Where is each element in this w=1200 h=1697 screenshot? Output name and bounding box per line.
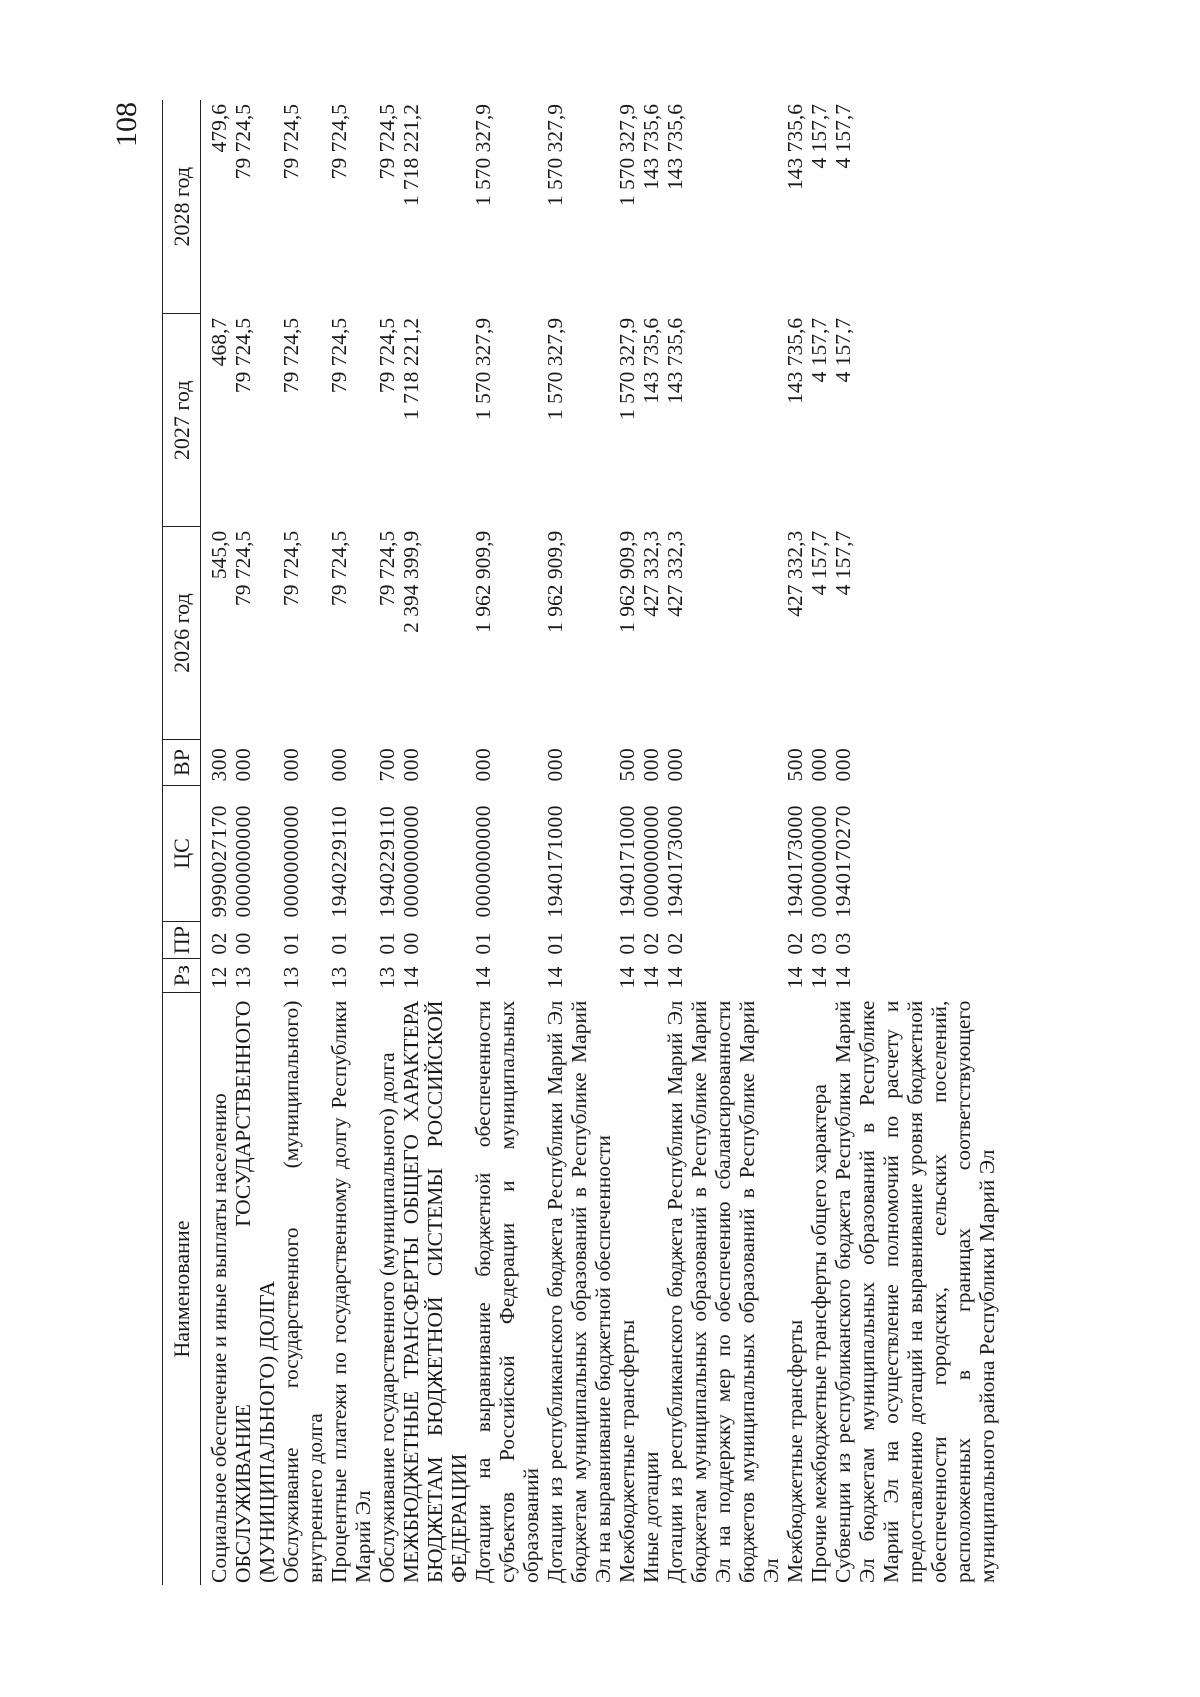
row-2027: 143 735,6 bbox=[663, 317, 687, 404]
row-name: Дотации из республиканского бюджета Республики Марий Эл бюджетам муниципальных образований в Республике Марий Эл на выравнивание бюджетной обеспеченности bbox=[543, 1000, 615, 1583]
table-body bbox=[201, 100, 1000, 1585]
row-2027: 4 157,7 bbox=[807, 317, 831, 383]
row-2026: 1 962 909,9 bbox=[471, 530, 495, 633]
row-vr: 000 bbox=[639, 747, 663, 782]
row-vr: 700 bbox=[375, 747, 399, 782]
row-rz: 14 bbox=[639, 966, 663, 989]
row-2026: 1 962 909,9 bbox=[543, 530, 567, 633]
row-cs: 0000000000 bbox=[279, 804, 303, 918]
row-rz: 13 bbox=[375, 966, 399, 989]
row-name: ОБСЛУЖИВАНИЕ ГОСУДАРСТВЕННОГО (МУНИЦИПАЛЬНОГО) ДОЛГА bbox=[231, 1000, 279, 1583]
row-pr: 01 bbox=[327, 932, 351, 955]
row-rz: 14 bbox=[399, 966, 423, 989]
row-cs: 0000000000 bbox=[471, 804, 495, 918]
row-cs: 1940173000 bbox=[663, 804, 687, 918]
row-vr: 000 bbox=[231, 747, 255, 782]
row-rz: 14 bbox=[831, 966, 855, 989]
row-2028: 1 718 221,2 bbox=[399, 104, 423, 207]
table-row bbox=[201, 100, 232, 1585]
row-name: Процентные платежи по государственному долгу Республики Марий Эл bbox=[327, 1000, 375, 1583]
table-row bbox=[543, 100, 615, 1585]
row-cs: 1940170270 bbox=[831, 804, 855, 918]
row-vr: 300 bbox=[207, 747, 231, 782]
row-vr: 500 bbox=[615, 747, 639, 782]
row-pr: 00 bbox=[399, 932, 423, 955]
row-pr: 01 bbox=[471, 932, 495, 955]
row-name: Иные дотации bbox=[639, 1451, 663, 1583]
row-cs: 1940173000 bbox=[783, 804, 807, 918]
row-2028: 1 570 327,9 bbox=[471, 104, 495, 207]
row-pr: 01 bbox=[615, 932, 639, 955]
row-vr: 000 bbox=[471, 747, 495, 782]
row-2026: 79 724,5 bbox=[327, 530, 351, 606]
row-rz: 14 bbox=[615, 966, 639, 989]
row-pr: 01 bbox=[375, 932, 399, 955]
row-2028: 143 735,6 bbox=[663, 104, 687, 190]
row-2026: 427 332,3 bbox=[783, 530, 807, 617]
table-header-row bbox=[163, 100, 201, 1585]
row-2027: 143 735,6 bbox=[639, 317, 663, 404]
row-2026: 79 724,5 bbox=[231, 530, 255, 606]
row-rz: 13 bbox=[327, 966, 351, 989]
row-2026: 1 962 909,9 bbox=[615, 530, 639, 633]
row-2026: 427 332,3 bbox=[663, 530, 687, 617]
row-cs: 0000000000 bbox=[807, 804, 831, 918]
row-cs: 9990027170 bbox=[207, 804, 231, 918]
row-vr: 500 bbox=[783, 747, 807, 782]
row-pr: 03 bbox=[831, 932, 855, 955]
table-row bbox=[783, 100, 807, 1585]
row-2027: 1 570 327,9 bbox=[543, 317, 567, 420]
row-2028: 4 157,7 bbox=[807, 104, 831, 169]
row-rz: 14 bbox=[471, 966, 495, 989]
table-row bbox=[807, 100, 831, 1585]
header-rz: Рз bbox=[163, 959, 201, 993]
header-2027: 2027 год bbox=[163, 314, 201, 527]
row-2028: 479,6 bbox=[207, 104, 231, 153]
row-vr: 000 bbox=[807, 747, 831, 782]
row-2027: 1 570 327,9 bbox=[471, 317, 495, 420]
row-pr: 02 bbox=[207, 932, 231, 955]
table-row bbox=[615, 100, 639, 1585]
table-row bbox=[399, 100, 471, 1585]
table-row bbox=[639, 100, 663, 1585]
row-2027: 1 718 221,2 bbox=[399, 317, 423, 420]
table-row bbox=[375, 100, 399, 1585]
row-rz: 12 bbox=[207, 966, 231, 989]
row-name: Социальное обеспечение и иные выплаты населению bbox=[207, 1093, 231, 1583]
table-row bbox=[279, 100, 327, 1585]
header-name: Наименование bbox=[163, 993, 201, 1585]
row-2028: 1 570 327,9 bbox=[543, 104, 567, 207]
row-name: МЕЖБЮДЖЕТНЫЕ ТРАНСФЕРТЫ ОБЩЕГО ХАРАКТЕРА БЮДЖЕТАМ БЮДЖЕТНОЙ СИСТЕМЫ РОССИЙСКОЙ ФЕДЕРАЦИИ bbox=[399, 1000, 471, 1583]
row-2027: 4 157,7 bbox=[831, 317, 855, 383]
table-row bbox=[831, 100, 999, 1585]
row-2027: 468,7 bbox=[207, 317, 231, 367]
header-pr: ПР bbox=[163, 921, 201, 958]
row-pr: 03 bbox=[807, 932, 831, 955]
table-row bbox=[327, 100, 375, 1585]
row-2028: 143 735,6 bbox=[639, 104, 663, 190]
row-cs: 0000000000 bbox=[639, 804, 663, 918]
row-2027: 79 724,5 bbox=[231, 317, 255, 394]
row-cs: 1940229110 bbox=[375, 805, 399, 918]
row-vr: 000 bbox=[831, 747, 855, 782]
row-rz: 13 bbox=[231, 966, 255, 989]
row-name: Прочие межбюджетные трансферты общего характера bbox=[807, 1084, 831, 1583]
row-2027: 79 724,5 bbox=[279, 317, 303, 394]
row-pr: 01 bbox=[279, 932, 303, 955]
header-cs: ЦС bbox=[163, 786, 201, 922]
header-vr: ВР bbox=[163, 740, 201, 786]
header-2028: 2028 год bbox=[163, 100, 201, 314]
page-number: 108 bbox=[110, 102, 143, 147]
row-vr: 000 bbox=[663, 747, 687, 782]
row-2028: 4 157,7 bbox=[831, 104, 855, 169]
row-rz: 14 bbox=[807, 966, 831, 989]
row-2026: 2 394 399,9 bbox=[399, 530, 423, 633]
row-2026: 427 332,3 bbox=[639, 530, 663, 617]
row-vr: 000 bbox=[543, 747, 567, 782]
row-name: Субвенции из республиканского бюджета Республики Марий Эл бюджетам муниципальных образований в Республике Марий Эл на осуществление полномочий по расчету и предоставлению дотаций на выравнивание уровня бюджетной обеспеченности городских, сельских поселений, расположенных в границах соответствующего муниципального района Республики Марий Эл bbox=[831, 1000, 999, 1583]
row-2028: 79 724,5 bbox=[231, 104, 255, 180]
row-rz: 14 bbox=[543, 966, 567, 989]
row-name: Дотации на выравнивание бюджетной обеспеченности субъектов Российской Федерации и муниципальных образований bbox=[471, 1000, 543, 1583]
row-pr: 02 bbox=[663, 932, 687, 955]
table-row bbox=[471, 100, 543, 1585]
row-cs: 0000000000 bbox=[231, 804, 255, 918]
row-name: Межбюджетные трансферты bbox=[615, 1319, 639, 1583]
row-rz: 14 bbox=[783, 966, 807, 989]
row-rz: 13 bbox=[279, 966, 303, 989]
row-name: Дотации из республиканского бюджета Республики Марий Эл бюджетам муниципальных образований в Республике Марий Эл на поддержку мер по обеспечению сбалансированности бюджетов муниципальных образований в Республике Марий Эл bbox=[663, 1000, 783, 1583]
row-cs: 1940171000 bbox=[543, 804, 567, 918]
row-pr: 02 bbox=[639, 932, 663, 955]
row-pr: 01 bbox=[543, 932, 567, 955]
row-cs: 0000000000 bbox=[399, 804, 423, 918]
row-2028: 79 724,5 bbox=[279, 104, 303, 180]
row-2026: 545,0 bbox=[207, 530, 231, 580]
row-vr: 000 bbox=[279, 747, 303, 782]
row-rz: 14 bbox=[663, 966, 687, 989]
row-cs: 1940229110 bbox=[327, 805, 351, 918]
row-2028: 143 735,6 bbox=[783, 104, 807, 190]
row-2026: 4 157,7 bbox=[831, 530, 855, 596]
row-pr: 02 bbox=[783, 932, 807, 955]
header-2026: 2026 год bbox=[163, 527, 201, 740]
row-2028: 1 570 327,9 bbox=[615, 104, 639, 207]
row-vr: 000 bbox=[399, 747, 423, 782]
row-pr: 00 bbox=[231, 932, 255, 955]
row-cs: 1940171000 bbox=[615, 804, 639, 918]
row-2026: 79 724,5 bbox=[375, 530, 399, 606]
row-2026: 4 157,7 bbox=[807, 530, 831, 596]
row-2028: 79 724,5 bbox=[327, 104, 351, 180]
row-name: Обслуживание государственного (муниципального) долга bbox=[375, 1052, 399, 1583]
table-row bbox=[231, 100, 279, 1585]
row-vr: 000 bbox=[327, 747, 351, 782]
row-2026: 79 724,5 bbox=[279, 530, 303, 606]
row-2027: 79 724,5 bbox=[375, 317, 399, 394]
row-2027: 1 570 327,9 bbox=[615, 317, 639, 420]
row-name: Межбюджетные трансферты bbox=[783, 1319, 807, 1583]
table-row bbox=[663, 100, 783, 1585]
budget-table bbox=[162, 100, 999, 1585]
row-2027: 79 724,5 bbox=[327, 317, 351, 394]
row-name: Обслуживание государственного (муниципального) внутреннего долга bbox=[279, 1000, 327, 1583]
row-2027: 143 735,6 bbox=[783, 317, 807, 404]
row-2028: 79 724,5 bbox=[375, 104, 399, 180]
